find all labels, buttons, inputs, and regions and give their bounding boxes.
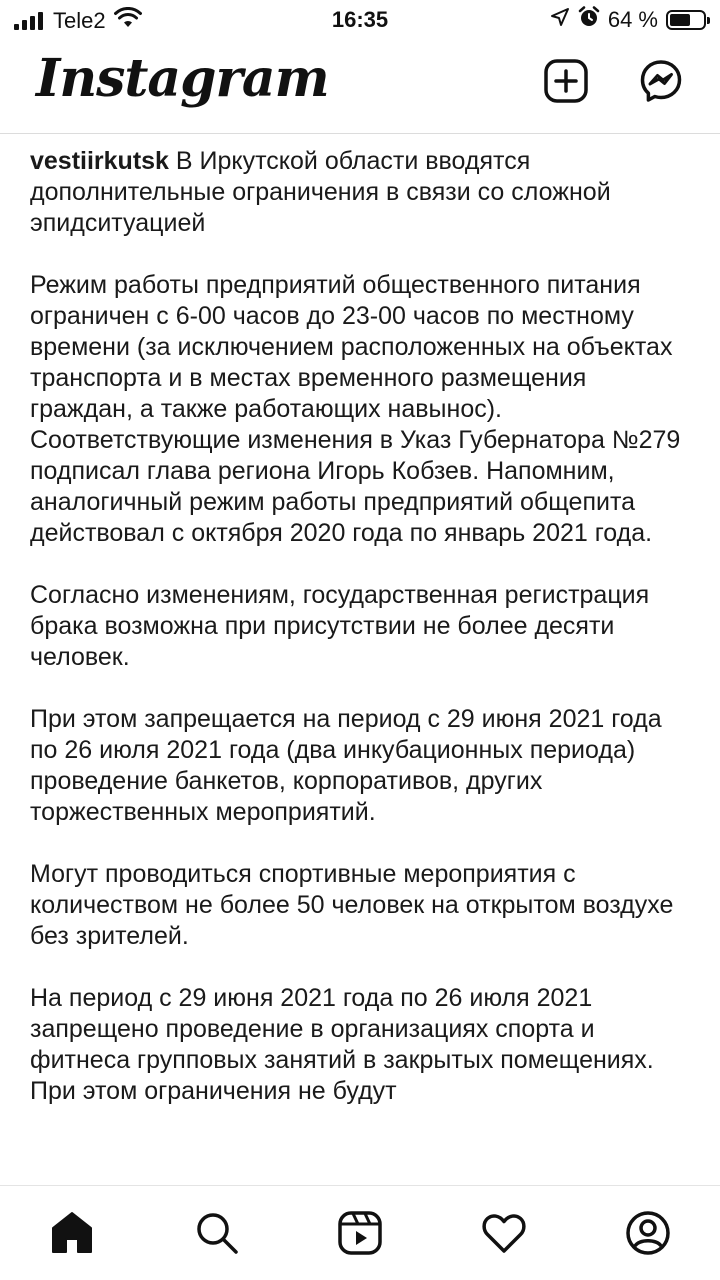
battery-percentage: 64 %	[607, 6, 658, 32]
battery-icon	[666, 10, 706, 30]
bottom-tab-bar	[0, 1185, 720, 1280]
direct-messages-button[interactable]	[636, 58, 686, 108]
caption-paragraph: Режим работы предприятий общественного питания ограничен с 6-00 часов до 23-00 часов по местному времени (за исключением расположенных на объектах транспорта и в местах временного размещения граждан, а также работающих навынос). Соответствующие изменения в Указ Губернатора №279 подписал глава региона Игорь Кобзев. Напомним, аналогичный режим работы предприятий общепита действовал с октября 2020 года по январь 2021 года.	[30, 271, 681, 547]
tab-reels[interactable]	[335, 1210, 385, 1260]
tab-profile[interactable]	[623, 1210, 673, 1260]
new-post-icon	[543, 58, 589, 109]
home-icon	[49, 1210, 95, 1261]
tab-activity[interactable]	[479, 1210, 529, 1260]
reels-icon	[337, 1210, 383, 1261]
activity-heart-icon	[481, 1210, 527, 1261]
status-bar	[0, 0, 720, 40]
caption-headline: В Иркутской области вводятся дополнительные ограничения в связи со сложной эпидситуацией	[30, 147, 611, 237]
status-right	[550, 6, 706, 33]
tab-home[interactable]	[47, 1210, 97, 1260]
carrier-name: Tele2	[53, 7, 106, 33]
caption-paragraph: На период с 29 июня 2021 года по 26 июля 2021 запрещено проведение в организациях спорта и фитнеса групповых занятий в закрытых помещениях. При этом ограничения не будут	[30, 984, 654, 1105]
caption-first-paragraph	[30, 146, 692, 239]
messenger-icon	[638, 58, 684, 109]
app-header	[0, 40, 720, 134]
tab-search[interactable]	[192, 1210, 242, 1260]
caption-paragraph: При этом запрещается на период с 29 июня 2021 года по 26 июля 2021 года (два инкубационных периода) проведение банкетов, корпоративов, других торжественных мероприятий.	[30, 705, 662, 826]
caption-paragraph: Согласно изменениям, государственная регистрация брака возможна при присутствии не более десяти человек.	[30, 581, 650, 671]
caption-paragraph: Могут проводиться спортивные мероприятия с количеством не более 50 человек на открытом воздухе без зрителей.	[30, 860, 674, 950]
profile-icon	[625, 1210, 671, 1261]
alarm-icon	[578, 6, 600, 33]
status-time: 16:35	[331, 7, 389, 32]
post-username[interactable]: vestiirkutsk	[30, 147, 169, 175]
instagram-logo[interactable]: Instagram	[36, 48, 329, 109]
new-post-button[interactable]	[541, 58, 591, 108]
search-icon	[194, 1210, 240, 1261]
location-icon	[550, 7, 570, 32]
post-caption	[30, 146, 692, 1184]
